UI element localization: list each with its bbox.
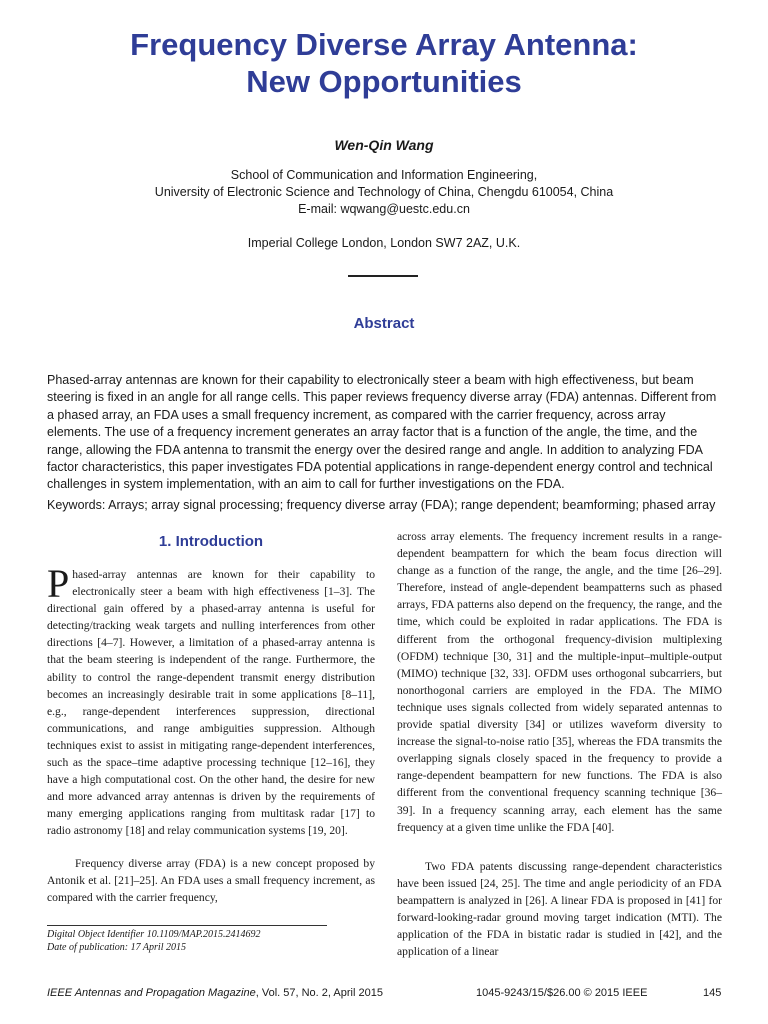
journal-issue: , Vol. 57, No. 2, April 2015 <box>255 987 383 999</box>
footer-copyright: 1045-9243/15/$26.00 © 2015 IEEE <box>476 987 648 999</box>
left-column-paragraph-2: Frequency diverse array (FDA) is a new concept proposed by Antonik et al. [21]–25]. An FDA uses a small frequency increment, as compared with the carrier frequency, <box>47 857 375 905</box>
title-line-1: Frequency Diverse Array Antenna: <box>130 27 638 62</box>
secondary-affiliation <box>40 235 728 252</box>
title-line-2: New Opportunities <box>246 64 522 99</box>
author-email: E-mail: wqwang@uestc.edu.cn <box>298 202 470 216</box>
abstract-text: Phased-array antennas are known for their capability to electronically steer a beam with high effectiveness, but beam steering is fixed in an angle for all range cells. This paper reviews frequency diverse array (FDA) antennas. Different from a phased array, an FDA uses a small frequency increment, as compared with the carrier frequency, across array elements. The use of a frequency increment generates an array factor that is a function of the angle, the time, and the range, allowing the FDA antenna to transmit the energy over the desired range and angle. In addition to analyzing FDA factor characteristics, this paper investigates FDA potential applications in range-dependent energy control and technical challenges in system implementation, with an aim to call for further investigations on the FDA. <box>47 373 717 492</box>
affiliation-line-2: University of Electronic Science and Technology of China, Chengdu 610054, China <box>154 185 614 199</box>
page-number: 145 <box>703 987 722 999</box>
footnote-divider <box>47 925 327 926</box>
affiliation-block <box>40 167 728 218</box>
paper-title <box>40 26 728 100</box>
footnote <box>47 928 375 954</box>
left-column-paragraph-1 <box>47 561 375 840</box>
left-paragraph-1-text: hased-array antennas are known for their capability to electronically steer a beam with high effectiveness [1–3]. The directional gain offered by a phased-array antenna is useful for detecting/tracking weak targets and nulling interferences from other directions [4–7]. However, a limitation of a phased-array antenna is that the beam steering is independent of the range. Furthermore, the ability to control the range-dependent transmit energy distribution becomes an increasingly desirable trait in some applications [8–11], e.g., range-dependent interferences suppression, directional communications, and range ambiguities suppression. Although techniques exist to assist in mitigating range-dependent interferences, such as the space–time adaptive processing technique [12–16], they have a high computational cost. On the other hand, the desire for new and more advanced array antennas is driven by the requirements of many emerging applications ranging from multitask radar [17] to radio astronomy [18] and relay communication systems [19, 20]. <box>47 568 375 838</box>
abstract-heading: Abstract <box>353 315 415 332</box>
secondary-affiliation-text: Imperial College London, London SW7 2AZ, U.K. <box>247 236 521 250</box>
right-column-paragraph-2: Two FDA patents discussing range-dependent characteristics have been issued [24, 25]. The time and angle periodicity of an FDA beampattern is analyzed in [26]. A linear FDA is proposed in [41] for forward-looking-radar ground moving target indication (MTI). The application of the FDA in bistatic radar is studied in [42], and the application of a linear <box>397 860 722 959</box>
journal-name: IEEE Antennas and Propagation Magazine <box>47 987 256 999</box>
header-divider <box>348 275 418 277</box>
drop-cap: P <box>47 561 70 606</box>
affiliation-line-1: School of Communication and Information Engineering, <box>230 168 538 182</box>
footer-journal <box>47 987 383 999</box>
keywords-line: Keywords: Arrays; array signal processing; frequency diverse array (FDA); range dependent; beamforming; phased array <box>47 498 716 512</box>
author-name: Wen-Qin Wang <box>334 137 434 153</box>
doi-note: Digital Object Identifier 10.1109/MAP.2015.2414692 <box>47 929 261 940</box>
section-heading-introduction: 1. Introduction <box>158 533 264 550</box>
right-column-paragraph-1: across array elements. The frequency increment results in a range-dependent beampattern for which the beam focus direction will change as a function of the range, the angle, and the time [26–29]. Therefore, instead of angle-dependent beampatterns such as phased arrays, FDA patterns also depend on the frequency, the range, and the time, which could be exploited in radar applications. The FDA is different from the orthogonal frequency-division multiplexing (OFDM) technique [30, 31] and the multiple-input–multiple-output (MIMO) technique [32, 33]. OFDM uses orthogonal subcarriers, but nonorthogonal carriers are employed in the FDA. The MIMO technique uses signals collected from widely separated antennas to provide spatial diversity [34] or utilizes waveform diversity to increase the signal-to-noise ratio [35], whereas the FDA transmits the overlapping signals closely spaced in the frequency to provide a range-dependent beampattern for new functions. The FDA is also different from the conventional frequency scanning technique [36–39]. In a frequency scanning array, each element has the same frequency at a given time unlike the FDA [40]. <box>397 530 722 834</box>
publication-date-note: Date of publication: 17 April 2015 <box>47 942 186 953</box>
